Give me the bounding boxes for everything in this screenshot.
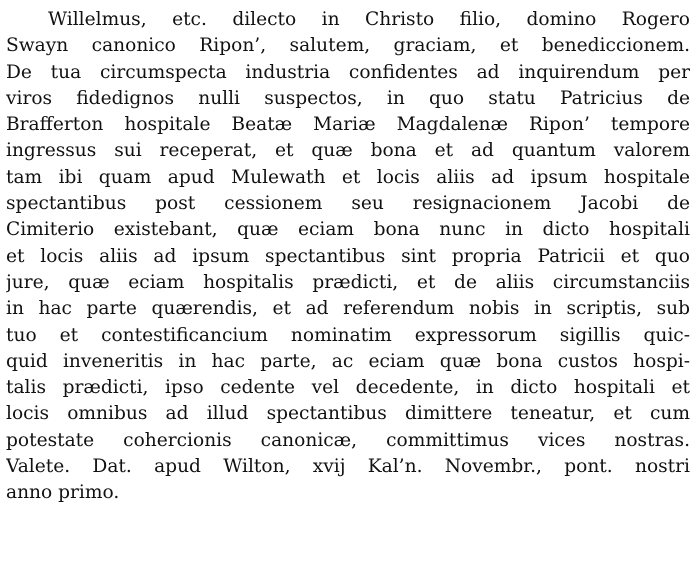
text-line-4: viros fidedignos nulli suspectos, in quo statu Patricius de bbox=[6, 87, 690, 109]
text-line-9: Cimiterio existebant, quæ eciam bona nunc in dicto hospitali bbox=[6, 219, 690, 241]
text-line-14: quid inveneritis in hac parte, ac eciam quæ bona custos hospi- bbox=[6, 350, 690, 372]
text-line-18: Valete. Dat. apud Wilton, xvij Kal’n. Novembr., pont. nostri bbox=[6, 456, 690, 478]
text-line-15: talis prædicti, ipso cedente vel decedente, in dicto hospitali et bbox=[6, 377, 690, 399]
text-line-11: jure, quæ eciam hospitalis prædicti, et de aliis circumstanciis bbox=[6, 271, 690, 293]
text-line-17: potestate cohercionis canonicæ, committimus vices nostras. bbox=[6, 429, 690, 451]
text-line-10: et locis aliis ad ipsum spectantibus sint propria Patricii et quo bbox=[6, 245, 690, 267]
text-line-16: locis omnibus ad illud spectantibus dimittere teneatur, et cum bbox=[6, 403, 690, 425]
text-line-8: spectantibus post cessionem seu resignacionem Jacobi de bbox=[6, 193, 690, 215]
text-line-12: in hac parte quærendis, et ad referendum nobis in scriptis, sub bbox=[6, 298, 690, 320]
document-body bbox=[6, 7, 690, 507]
text-line-3: De tua circumspecta industria confidentes ad inquirendum per bbox=[6, 61, 690, 83]
text-line-1: Willelmus, etc. dilecto in Christo filio, domino Rogero bbox=[48, 9, 690, 30]
text-line-2: Swayn canonico Ripon’, salutem, graciam, et benediccionem. bbox=[6, 35, 690, 57]
text-line-7: tam ibi quam apud Mulewath et locis aliis ad ipsum hospitale bbox=[6, 166, 690, 188]
text-line-5: Brafferton hospitale Beatæ Mariæ Magdalenæ Ripon’ tempore bbox=[6, 114, 690, 136]
text-line-19: anno primo. bbox=[6, 482, 120, 504]
text-line-13: tuo et contestificancium nominatim expressorum sigillis quic- bbox=[6, 324, 690, 346]
text-line-6: ingressus sui receperat, et quæ bona et ad quantum valorem bbox=[6, 140, 690, 162]
